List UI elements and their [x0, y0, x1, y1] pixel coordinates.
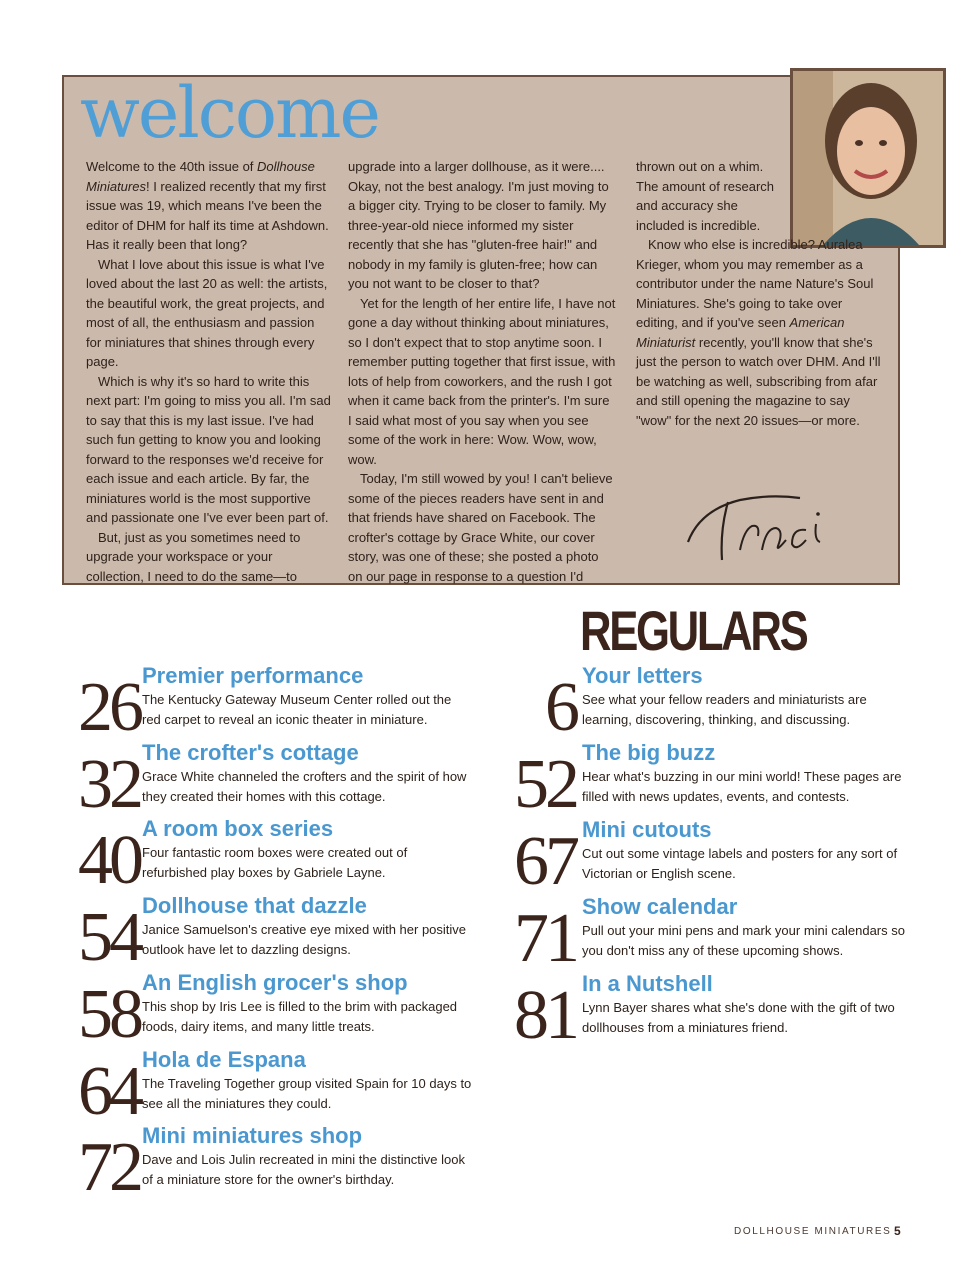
welcome-paragraph: upgrade into a larger dollhouse, as it were.... Okay, not the best analogy. I'm just moving to a bigger city. Trying to be closer to family. My three-year-old niece informed my sister recently that she has "gluten-free hair!" and nobody in my family is gluten-free; how can you not want to be closer to that? [348, 159, 609, 291]
text-run: Welcome to the 40th issue of [86, 159, 258, 174]
article-description: Janice Samuelson's creative eye mixed with her positive outlook have let to dazzling designs. [142, 922, 467, 958]
signature-image [680, 480, 850, 570]
welcome-paragraph: What I love about this issue is what I've loved about the last 20 as well: the artists, the beautiful work, the great projects, and most of all, the enthusiasm and passion for miniatures that shines through every page. [86, 256, 328, 369]
article-description: See what your fellow readers and miniaturists are learning, discovering, thinking, and discussing. [582, 692, 867, 727]
article-description: Grace White channeled the crofters and the spirit of how they created their homes with this cottage. [142, 768, 467, 804]
article-description: The Kentucky Gateway Museum Center rolled out the red carpet to reveal an iconic theater in miniature. [142, 692, 452, 727]
article-title[interactable]: A room box series [142, 816, 334, 842]
page-number-large: 52 [514, 746, 576, 823]
welcome-title: welcome [80, 72, 379, 154]
article-title[interactable]: Mini miniatures shop [142, 1123, 363, 1149]
welcome-paragraph: Yet for the length of her entire life, I have not gone a day without thinking about miniatures, so I don't expect that to stop anytime soon. I remember putting together that first issue, with lots of help from coworkers, and the rush I got when it came back from the printer's. I'm sure I said what most of you say when you see some of the work in here: Wow. Wow, wow, wow. [348, 295, 616, 467]
welcome-column-2 [348, 157, 616, 586]
article-description: Lynn Bayer shares what she's done with the gift of two dollhouses from a miniatures friend. [582, 1000, 895, 1035]
welcome-paragraph [636, 235, 881, 430]
welcome-paragraph: thrown out on a whim. The amount of research and accuracy she included is incredible. [636, 159, 775, 233]
footer-magazine-name: DOLLHOUSE MINIATURES [734, 1226, 892, 1237]
page-number: 5 [894, 1224, 901, 1238]
article-description: The Traveling Together group visited Spain for 10 days to see all the miniatures they could. [142, 1075, 472, 1111]
article-description: Pull out your mini pens and mark your mini calendars so you don't miss any of these upcoming shows. [582, 923, 905, 958]
article-title[interactable]: An English grocer's shop [142, 969, 408, 995]
article-title[interactable]: Premier performance [142, 663, 364, 688]
article-description: Four fantastic room boxes were created out of refurbished play boxes by Gabriele Layne. [142, 845, 408, 881]
article-title[interactable]: The crofter's cottage [142, 739, 359, 765]
text-run: Know who else is incredible? Auralea Krieger, whom you may remember as a contributor under the name Nature's Soul Miniatures. She's going to take over editing, and if you've seen [636, 237, 874, 330]
welcome-paragraph: Which is why it's so hard to write this next part: I'm going to miss you all. I'm sad to say that this is my last issue. I've had such fun getting to know you and looking forward to the responses we'd receive for each issue and each article. By far, the miniatures world is the most supportive and passionate one I've ever been part of. [86, 373, 331, 525]
welcome-paragraph: Today, I'm still wowed by you! I can't believe some of the pieces readers have sent in and that friends have shared on Facebook. The crofter's cottage by Grace White, our cover story, was one of these; she posted a photo on our page in response to a question I'd [348, 471, 613, 584]
welcome-column-3 [636, 157, 881, 430]
article-title[interactable]: The big buzz [582, 740, 716, 765]
article-title[interactable]: Show calendar [582, 894, 738, 919]
welcome-column-1 [86, 157, 331, 586]
page-number-large: 32 [78, 745, 140, 823]
welcome-paragraph: But, just as you sometimes need to upgrade your workspace or your collection, I need to do the same—to [86, 529, 301, 584]
page-number-large: 6 [545, 669, 576, 746]
page-number-large: 26 [78, 669, 140, 746]
signature [680, 480, 850, 570]
text-run: recently, you'll know that she's just the person to watch over DHM. And I'll be watching as well, subscribing from afar and still opening the magazine to say "wow" for the next 20 issues—or more. [636, 334, 881, 428]
article-title[interactable]: Dollhouse that dazzle [142, 893, 367, 919]
page-number-large: 67 [514, 823, 576, 900]
page-number-large: 58 [78, 975, 140, 1053]
magazine-title: Dollhouse Miniatures [86, 159, 315, 194]
article-title[interactable]: Hola de Espana [142, 1046, 306, 1072]
article-title[interactable]: Your letters [582, 663, 703, 688]
article-description: This shop by Iris Lee is filled to the brim with packaged foods, dairy items, and many little treats. [142, 998, 458, 1034]
welcome-paragraph [86, 157, 331, 255]
page-number-large: 64 [78, 1052, 140, 1130]
article-description: Hear what's buzzing in our mini world! These pages are filled with news updates, events, and contests. [582, 769, 902, 804]
text-run: ! I realized recently that my first issue was 19, which means I've been the editor of DHM for half its time at Ashdown. Has it really been that long? [86, 178, 329, 252]
page-number-large: 81 [514, 977, 576, 1054]
regulars-heading: REGULARS [580, 599, 807, 662]
page-number-large: 54 [78, 899, 140, 977]
article-description: Dave and Lois Julin recreated in mini the distinctive look of a miniature store for the owner's birthday. [142, 1152, 466, 1188]
article-description: Cut out some vintage labels and posters for any sort of Victorian or English scene. [582, 846, 898, 881]
magazine-title: American Miniaturist [636, 315, 845, 350]
page-number-large: 72 [78, 1129, 140, 1207]
page-number-large: 71 [514, 900, 576, 977]
page-number-large: 40 [78, 822, 140, 900]
article-title[interactable]: Mini cutouts [582, 817, 712, 842]
article-title[interactable]: In a Nutshell [582, 971, 713, 996]
